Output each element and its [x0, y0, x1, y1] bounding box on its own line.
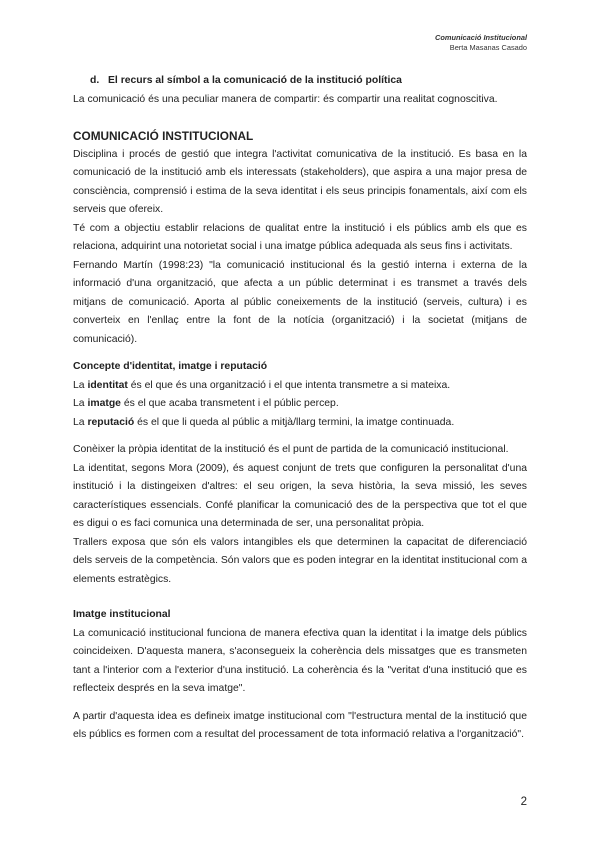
concept-text: és el que és una organització i el que intenta transmetre a si mateixa. [127, 379, 451, 391]
paragraph-imatge-effective: La comunicació institucional funciona de manera efectiva quan la identitat i la imatge dels públics coincideixen. D'aquesta manera, s'aconsegueix la coherència dels missatges que es transmeten tant a l'interior com a l'exterior d'una institució. La coherència és la "veritat d'una institució que es reflecteix després en la seva imatge". [73, 627, 527, 694]
list-item-d [73, 72, 527, 91]
concept-text: és el que acaba transmetent i el públic percep. [120, 398, 339, 409]
concept-text: és el que li queda al públic a mitjà/llarg termini, la imatge continuada. [134, 416, 455, 428]
concept-term: identitat [87, 379, 128, 391]
list-item-title: El recurs al símbol a la comunicació de la institució política [108, 75, 402, 86]
concept-item-identitat [73, 377, 527, 396]
header-author: Berta Masanas Casado [449, 43, 527, 52]
paragraph-imatge-definition: A partir d'aquesta idea es defineix imatge institucional com "l'estructura mental de la institució que els públics es formen com a resultat del processament de tota informació relativa a l'organització". [73, 710, 527, 740]
concept-heading: Concepte d'identitat, imatge i reputació [73, 361, 268, 372]
concept-term: imatge [87, 398, 121, 409]
paragraph-identity-start: Conèixer la pròpia identitat de la institució és el punt de partida de la comunicació institucional. [73, 444, 509, 455]
paragraph-trallers: Trallers exposa que són els valors intangibles els que determinen la capacitat de diferenciació dels serveis de la competència. Són valors que es poden integrar en la identitat institucional com a elements estratègics. [73, 536, 527, 585]
concept-item-imatge [73, 395, 527, 414]
paragraph-quote: Fernando Martín (1998:23) "la comunicació institucional és la gestió interna i externa de la informació d'una organització, que afecta a un públic determinat i es transmet a través dels mitjans de comunicació. Aporta al públic coneixements de la institució (serveis, cultura) i es converteix en l'enllaç entre la font de la notícia (organització) i la societat (mitjans de comunicació). [73, 259, 527, 345]
paragraph-definition: Disciplina i procés de gestió que integra l'activitat comunicativa de la institució. Es basa en la comunicació de la institució amb els interessats (stakeholders), que aspira a una major presa de consciència, comprensió i estima de la seva identitat i els seus principis fonamentals, així com els serveis que ofereix. [73, 148, 527, 215]
concept-prefix: La [73, 398, 88, 409]
document-body [73, 72, 527, 745]
concept-prefix: La [73, 416, 88, 428]
concept-item-reputacio [73, 414, 527, 433]
concept-prefix: La [73, 379, 88, 391]
list-label: d. [90, 75, 100, 86]
header-title: Comunicació Institucional [435, 33, 527, 42]
intro-paragraph: La comunicació és una peculiar manera de compartir: és compartir una realitat cognoscitiva. [73, 93, 498, 105]
paragraph-objective: Té com a objectiu establir relacions de qualitat entre la institució i els públics amb els que es relaciona, adquirint una notorietat social i una imatge pública adequada als seus fins i activitats. [73, 222, 527, 252]
imatge-heading: Imatge institucional [73, 609, 171, 620]
page-header [435, 33, 527, 53]
section-title: COMUNICACIÓ INSTITUCIONAL [73, 129, 254, 143]
page-number: 2 [520, 796, 527, 808]
concept-term: reputació [87, 416, 135, 428]
paragraph-identity-mora: La identitat, segons Mora (2009), és aquest conjunt de trets que configuren la personalitat d'una institució i la distingeixen d'altres: el seu origen, la seva història, la seva missió, les seves característiques essencials. Confé planificar la comunicació des de la perspectiva que tot el que es digui o es faci comunica una determinada de ser, una personalitat pròpia. [73, 462, 527, 529]
